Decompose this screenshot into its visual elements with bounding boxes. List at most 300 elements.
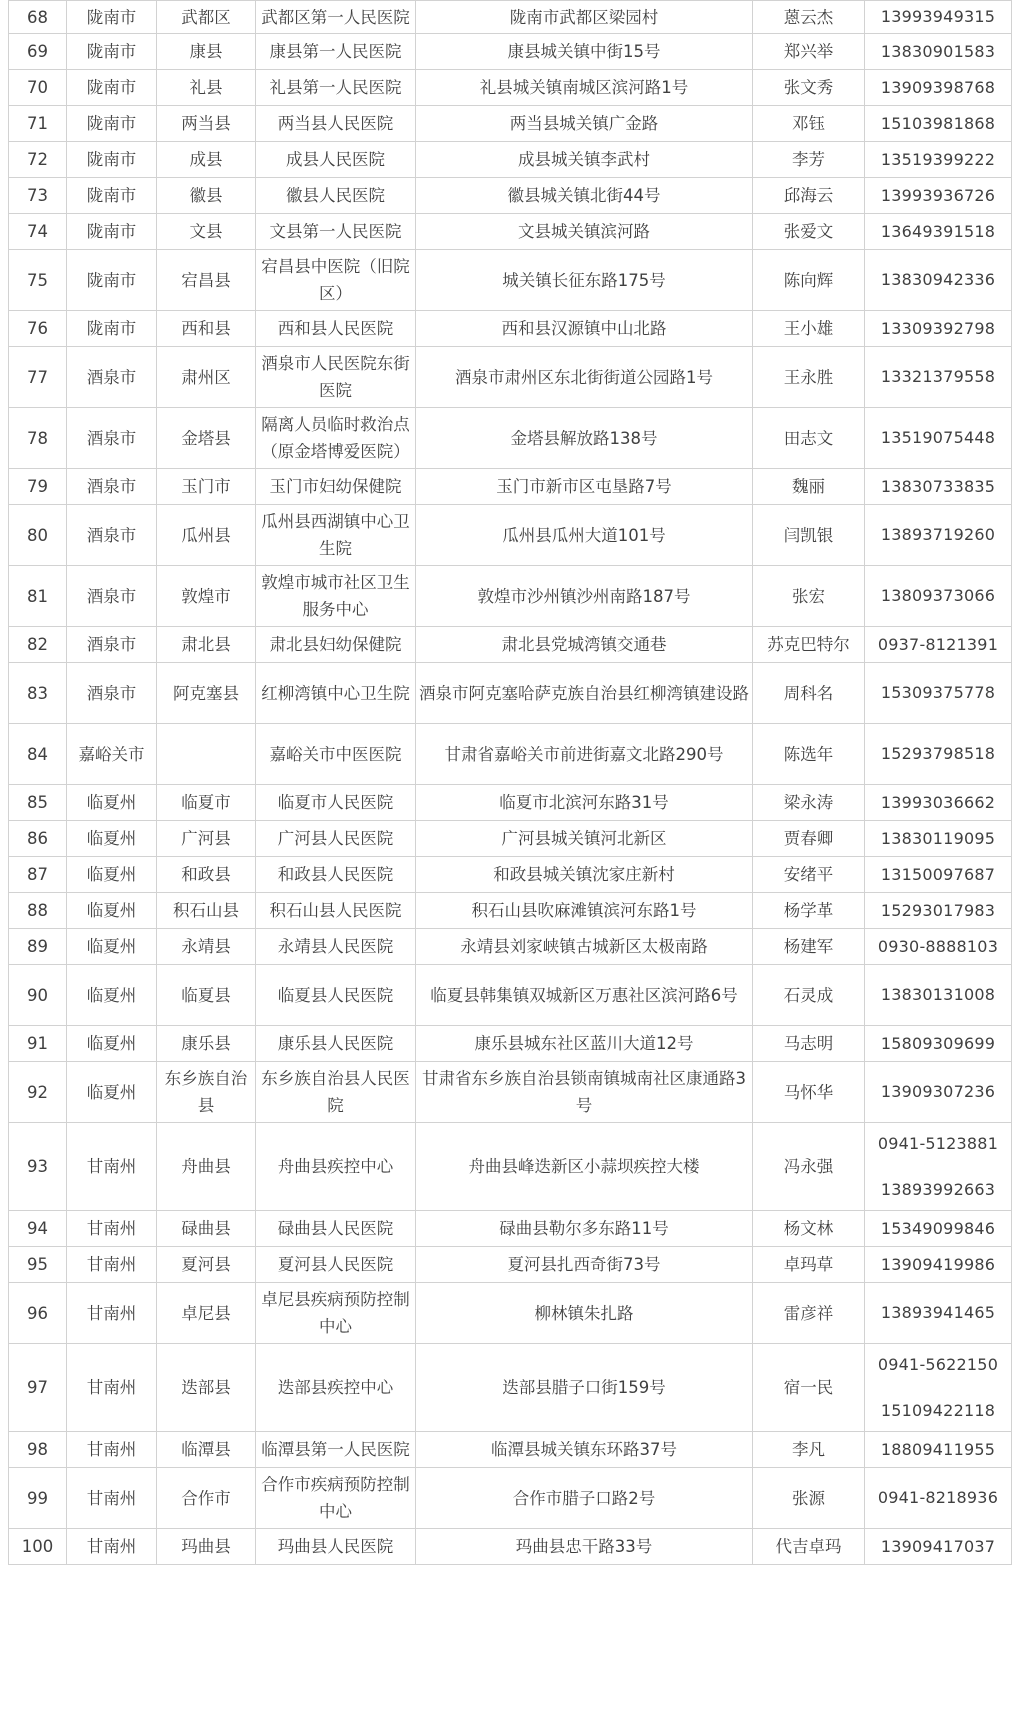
phone-number: 0941-8218936 [877,1488,999,1507]
cell-hospital: 礼县第一人民医院 [256,70,416,106]
table-row [9,347,1012,408]
cell-county: 康乐县 [157,1026,256,1062]
cell-contact: 马志明 [753,1026,865,1062]
cell-address: 酒泉市肃州区东北街街道公园路1号 [416,347,753,408]
phone-number: 13309392798 [880,318,996,338]
cell-city: 酒泉市 [67,505,157,566]
table-row [9,857,1012,893]
cell-phone [865,1529,1012,1565]
cell-address: 肃北县党城湾镇交通巷 [416,627,753,663]
cell-address: 城关镇长征东路175号 [416,250,753,311]
phone-number: 13519075448 [880,428,996,447]
cell-county: 阿克塞县 [157,663,256,724]
phone-number: 13893941465 [880,1303,996,1322]
cell-city: 陇南市 [67,106,157,142]
phone-number: 13830119095 [880,828,996,848]
table-row [9,627,1012,663]
phone-number: 18809411955 [880,1439,996,1459]
cell-phone [865,1026,1012,1062]
table-row [9,1,1012,34]
phone-number: 0941-5123881 [877,1133,999,1153]
cell-phone [865,1123,1012,1211]
cell-contact: 贾春卿 [753,821,865,857]
cell-hospital: 玉门市妇幼保健院 [256,469,416,505]
cell-contact: 安绪平 [753,857,865,893]
cell-city: 陇南市 [67,311,157,347]
cell-contact: 代吉卓玛 [753,1529,865,1565]
cell-phone [865,250,1012,311]
phone-number: 15293017983 [880,900,996,920]
table-row [9,1283,1012,1344]
cell-address: 陇南市武都区梁园村 [416,1,753,34]
cell-county: 临潭县 [157,1432,256,1468]
cell-hospital: 临潭县第一人民医院 [256,1432,416,1468]
cell-seq: 87 [9,857,67,893]
cell-seq: 68 [9,1,67,34]
cell-county: 合作市 [157,1468,256,1529]
cell-contact: 周科名 [753,663,865,724]
cell-county: 玉门市 [157,469,256,505]
cell-hospital: 东乡族自治县人民医院 [256,1062,416,1123]
cell-city: 甘南州 [67,1432,157,1468]
cell-seq: 79 [9,469,67,505]
cell-city: 陇南市 [67,142,157,178]
cell-city: 临夏州 [67,1026,157,1062]
cell-contact: 魏丽 [753,469,865,505]
phone-number: 13909307236 [880,1082,996,1101]
phone-number: 13993036662 [880,792,996,812]
table-row [9,566,1012,627]
cell-address: 舟曲县峰迭新区小蒜坝疾控大楼 [416,1123,753,1211]
cell-phone [865,627,1012,663]
phone-number: 13909398768 [880,77,996,97]
cell-seq: 70 [9,70,67,106]
cell-seq: 69 [9,34,67,70]
cell-seq: 86 [9,821,67,857]
table-row [9,1432,1012,1468]
cell-contact: 郑兴举 [753,34,865,70]
table-body [9,1,1012,1565]
table-row [9,785,1012,821]
cell-seq: 83 [9,663,67,724]
phone-number: 13993949315 [880,7,996,26]
cell-phone [865,1344,1012,1432]
cell-county: 碌曲县 [157,1211,256,1247]
cell-address: 文县城关镇滨河路 [416,214,753,250]
cell-city: 甘南州 [67,1123,157,1211]
phone-number: 13909419986 [880,1254,996,1274]
cell-county: 临夏市 [157,785,256,821]
cell-hospital: 两当县人民医院 [256,106,416,142]
cell-address: 康县城关镇中街15号 [416,34,753,70]
cell-seq: 85 [9,785,67,821]
cell-seq: 72 [9,142,67,178]
table-row [9,34,1012,70]
cell-address: 和政县城关镇沈家庄新村 [416,857,753,893]
cell-phone [865,408,1012,469]
cell-city: 甘南州 [67,1283,157,1344]
cell-seq: 98 [9,1432,67,1468]
cell-phone [865,1211,1012,1247]
cell-address: 甘肃省东乡族自治县锁南镇城南社区康通路3号 [416,1062,753,1123]
cell-county: 和政县 [157,857,256,893]
cell-city: 甘南州 [67,1344,157,1432]
cell-contact: 田志文 [753,408,865,469]
cell-county: 敦煌市 [157,566,256,627]
cell-phone [865,505,1012,566]
cell-hospital: 肃北县妇幼保健院 [256,627,416,663]
cell-seq: 95 [9,1247,67,1283]
phone-number: 15103981868 [880,113,996,133]
cell-seq: 89 [9,929,67,965]
cell-address: 临夏市北滨河东路31号 [416,785,753,821]
cell-contact: 邓钰 [753,106,865,142]
cell-city: 陇南市 [67,250,157,311]
table-row [9,1211,1012,1247]
cell-hospital: 永靖县人民医院 [256,929,416,965]
cell-county: 迭部县 [157,1344,256,1432]
cell-address: 临潭县城关镇东环路37号 [416,1432,753,1468]
cell-city: 临夏州 [67,893,157,929]
cell-contact: 王永胜 [753,347,865,408]
cell-seq: 81 [9,566,67,627]
cell-address: 合作市腊子口路2号 [416,1468,753,1529]
cell-address: 临夏县韩集镇双城新区万惠社区滨河路6号 [416,965,753,1026]
cell-city: 陇南市 [67,178,157,214]
cell-hospital: 隔离人员临时救治点（原金塔博爱医院） [256,408,416,469]
cell-phone [865,70,1012,106]
cell-contact: 李凡 [753,1432,865,1468]
cell-contact: 张爱文 [753,214,865,250]
cell-county: 卓尼县 [157,1283,256,1344]
cell-seq: 84 [9,724,67,785]
cell-address: 礼县城关镇南城区滨河路1号 [416,70,753,106]
cell-seq: 92 [9,1062,67,1123]
table-row [9,893,1012,929]
cell-phone [865,724,1012,785]
cell-phone [865,1247,1012,1283]
table-row [9,1344,1012,1432]
cell-address: 柳林镇朱扎路 [416,1283,753,1344]
cell-county: 礼县 [157,70,256,106]
table-row [9,821,1012,857]
cell-county: 文县 [157,214,256,250]
phone-number: 13993936726 [880,185,996,205]
table-row [9,663,1012,724]
cell-hospital: 夏河县人民医院 [256,1247,416,1283]
cell-address: 康乐县城东社区蓝川大道12号 [416,1026,753,1062]
cell-seq: 74 [9,214,67,250]
cell-phone [865,1283,1012,1344]
phone-number: 13830733835 [880,476,996,496]
cell-address: 碌曲县勒尔多东路11号 [416,1211,753,1247]
cell-county: 永靖县 [157,929,256,965]
cell-address: 敦煌市沙州镇沙州南路187号 [416,566,753,627]
cell-address: 积石山县吹麻滩镇滨河东路1号 [416,893,753,929]
cell-hospital: 徽县人民医院 [256,178,416,214]
cell-city: 陇南市 [67,34,157,70]
cell-seq: 75 [9,250,67,311]
cell-hospital: 嘉峪关市中医医院 [256,724,416,785]
cell-seq: 76 [9,311,67,347]
cell-city: 甘南州 [67,1529,157,1565]
cell-city: 酒泉市 [67,663,157,724]
cell-county: 两当县 [157,106,256,142]
cell-contact: 石灵成 [753,965,865,1026]
cell-phone [865,178,1012,214]
cell-hospital: 康乐县人民医院 [256,1026,416,1062]
cell-hospital: 文县第一人民医院 [256,214,416,250]
cell-phone [865,566,1012,627]
cell-county: 玛曲县 [157,1529,256,1565]
cell-seq: 88 [9,893,67,929]
cell-seq: 80 [9,505,67,566]
cell-hospital: 临夏市人民医院 [256,785,416,821]
cell-hospital: 临夏县人民医院 [256,965,416,1026]
cell-contact: 梁永涛 [753,785,865,821]
cell-contact: 闫凯银 [753,505,865,566]
cell-hospital: 和政县人民医院 [256,857,416,893]
cell-city: 临夏州 [67,965,157,1026]
cell-county: 舟曲县 [157,1123,256,1211]
cell-county: 武都区 [157,1,256,34]
cell-hospital: 酒泉市人民医院东街医院 [256,347,416,408]
cell-city: 酒泉市 [67,469,157,505]
cell-contact: 王小雄 [753,311,865,347]
cell-seq: 94 [9,1211,67,1247]
cell-hospital: 广河县人民医院 [256,821,416,857]
cell-seq: 78 [9,408,67,469]
cell-county: 瓜州县 [157,505,256,566]
phone-number: 13649391518 [880,221,996,241]
cell-hospital: 成县人民医院 [256,142,416,178]
table-row [9,965,1012,1026]
cell-county: 东乡族自治县 [157,1062,256,1123]
cell-seq: 91 [9,1026,67,1062]
cell-hospital: 合作市疾病预防控制中心 [256,1468,416,1529]
cell-phone [865,929,1012,965]
cell-hospital: 武都区第一人民医院 [256,1,416,34]
table-row [9,178,1012,214]
cell-address: 西和县汉源镇中山北路 [416,311,753,347]
cell-hospital: 瓜州县西湖镇中心卫生院 [256,505,416,566]
cell-hospital: 积石山县人民医院 [256,893,416,929]
cell-city: 甘南州 [67,1211,157,1247]
phone-number: 13321379558 [880,367,996,386]
cell-hospital: 西和县人民医院 [256,311,416,347]
cell-contact: 杨建军 [753,929,865,965]
table-row [9,505,1012,566]
cell-phone [865,1468,1012,1529]
cell-phone [865,34,1012,70]
cell-address: 永靖县刘家峡镇古城新区太极南路 [416,929,753,965]
cell-phone [865,142,1012,178]
phone-number: 0937-8121391 [877,634,999,654]
cell-address: 夏河县扎西奇街73号 [416,1247,753,1283]
cell-phone [865,347,1012,408]
cell-address: 两当县城关镇广金路 [416,106,753,142]
cell-city: 陇南市 [67,214,157,250]
cell-phone [865,1062,1012,1123]
cell-phone [865,965,1012,1026]
cell-address: 成县城关镇李武村 [416,142,753,178]
cell-county [157,724,256,785]
table-row [9,250,1012,311]
hospital-table-container [8,0,1011,1565]
cell-contact: 陈选年 [753,724,865,785]
cell-county: 徽县 [157,178,256,214]
cell-contact: 杨文林 [753,1211,865,1247]
table-row [9,311,1012,347]
cell-city: 酒泉市 [67,408,157,469]
phone-number: 13830942336 [880,270,996,289]
cell-city: 酒泉市 [67,347,157,408]
cell-address: 迭部县腊子口街159号 [416,1344,753,1432]
table-row [9,724,1012,785]
cell-contact: 杨学革 [753,893,865,929]
cell-county: 临夏县 [157,965,256,1026]
table-row [9,1123,1012,1211]
cell-hospital: 红柳湾镇中心卫生院 [256,663,416,724]
cell-city: 临夏州 [67,857,157,893]
cell-address: 徽县城关镇北街44号 [416,178,753,214]
cell-address: 广河县城关镇河北新区 [416,821,753,857]
table-row [9,1468,1012,1529]
cell-seq: 96 [9,1283,67,1344]
cell-address: 酒泉市阿克塞哈萨克族自治县红柳湾镇建设路 [416,663,753,724]
phone-number: 15109422118 [880,1400,996,1420]
table-row [9,106,1012,142]
cell-seq: 77 [9,347,67,408]
cell-seq: 90 [9,965,67,1026]
cell-phone [865,311,1012,347]
designated-hospital-table [8,0,1012,1565]
phone-number: 13830131008 [880,985,996,1004]
cell-seq: 99 [9,1468,67,1529]
cell-phone [865,821,1012,857]
cell-phone [865,857,1012,893]
cell-contact: 李芳 [753,142,865,178]
phone-number: 13893719260 [880,525,996,544]
cell-city: 临夏州 [67,785,157,821]
cell-contact: 冯永强 [753,1123,865,1211]
cell-city: 酒泉市 [67,627,157,663]
table-row [9,1247,1012,1283]
cell-city: 陇南市 [67,70,157,106]
table-row [9,1529,1012,1565]
cell-county: 肃州区 [157,347,256,408]
cell-county: 西和县 [157,311,256,347]
cell-hospital: 康县第一人民医院 [256,34,416,70]
cell-city: 嘉峪关市 [67,724,157,785]
cell-hospital: 卓尼县疾病预防控制中心 [256,1283,416,1344]
table-row [9,1062,1012,1123]
cell-county: 肃北县 [157,627,256,663]
cell-county: 积石山县 [157,893,256,929]
phone-number: 13150097687 [880,864,996,884]
phone-number: 13809373066 [880,586,996,605]
phone-number: 15349099846 [880,1218,996,1238]
cell-seq: 93 [9,1123,67,1211]
cell-address: 金塔县解放路138号 [416,408,753,469]
cell-hospital: 舟曲县疾控中心 [256,1123,416,1211]
cell-phone [865,785,1012,821]
cell-contact: 马怀华 [753,1062,865,1123]
cell-city: 临夏州 [67,821,157,857]
phone-number: 13830901583 [880,41,996,61]
cell-seq: 71 [9,106,67,142]
cell-phone [865,214,1012,250]
cell-contact: 陈向辉 [753,250,865,311]
cell-phone [865,663,1012,724]
cell-contact: 邱海云 [753,178,865,214]
cell-hospital: 碌曲县人民医院 [256,1211,416,1247]
cell-contact: 蒽云杰 [753,1,865,34]
cell-contact: 张文秀 [753,70,865,106]
cell-county: 康县 [157,34,256,70]
cell-seq: 73 [9,178,67,214]
cell-hospital: 玛曲县人民医院 [256,1529,416,1565]
cell-county: 宕昌县 [157,250,256,311]
phone-number: 0941-5622150 [877,1354,999,1374]
table-row [9,1026,1012,1062]
phone-number: 0930-8888103 [877,936,999,956]
cell-seq: 100 [9,1529,67,1565]
cell-address: 玛曲县忠干路33号 [416,1529,753,1565]
cell-address: 甘肃省嘉峪关市前进街嘉文北路290号 [416,724,753,785]
phone-number: 15809309699 [880,1033,996,1053]
table-row [9,142,1012,178]
cell-phone [865,1,1012,34]
cell-contact: 张宏 [753,566,865,627]
table-row [9,408,1012,469]
phone-number: 15293798518 [880,744,996,763]
phone-number: 15309375778 [880,683,996,702]
phone-number: 13519399222 [880,149,996,169]
cell-contact: 宿一民 [753,1344,865,1432]
cell-county: 夏河县 [157,1247,256,1283]
cell-phone [865,106,1012,142]
cell-phone [865,1432,1012,1468]
cell-phone [865,469,1012,505]
cell-address: 瓜州县瓜州大道101号 [416,505,753,566]
cell-county: 成县 [157,142,256,178]
cell-seq: 82 [9,627,67,663]
cell-seq: 97 [9,1344,67,1432]
cell-contact: 雷彦祥 [753,1283,865,1344]
cell-contact: 卓玛草 [753,1247,865,1283]
cell-contact: 苏克巴特尔 [753,627,865,663]
cell-city: 甘南州 [67,1247,157,1283]
cell-address: 玉门市新市区屯垦路7号 [416,469,753,505]
cell-city: 陇南市 [67,1,157,34]
cell-county: 广河县 [157,821,256,857]
table-row [9,469,1012,505]
cell-city: 酒泉市 [67,566,157,627]
phone-number: 13893992663 [880,1179,996,1199]
cell-county: 金塔县 [157,408,256,469]
cell-city: 临夏州 [67,929,157,965]
cell-phone [865,893,1012,929]
phone-number: 13909417037 [880,1536,996,1556]
cell-city: 临夏州 [67,1062,157,1123]
cell-contact: 张源 [753,1468,865,1529]
cell-hospital: 迭部县疾控中心 [256,1344,416,1432]
cell-city: 甘南州 [67,1468,157,1529]
table-row [9,70,1012,106]
cell-hospital: 敦煌市城市社区卫生服务中心 [256,566,416,627]
table-row [9,214,1012,250]
